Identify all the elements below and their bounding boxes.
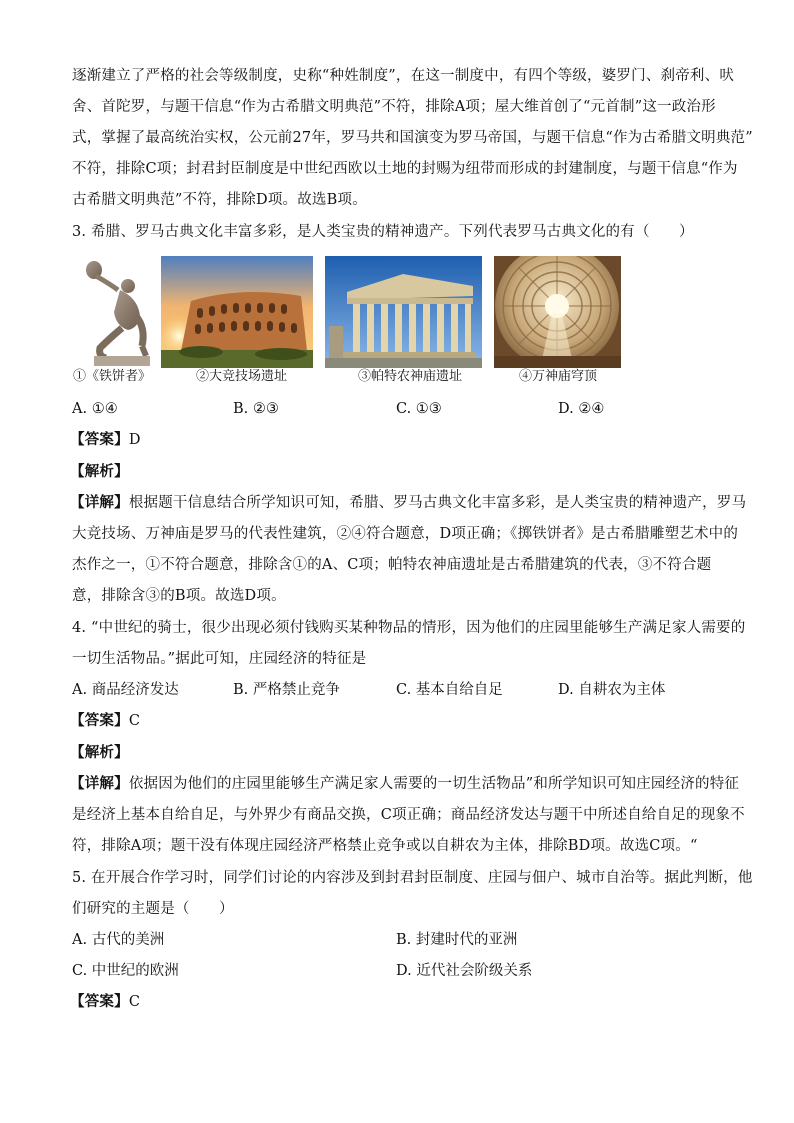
answer-tag: 【答案】 xyxy=(70,431,129,448)
question-5-stem: 们研究的主题是（ ） xyxy=(72,901,234,917)
figure-caption: ①《铁饼者》 xyxy=(73,369,152,384)
option-c: C. ①③ xyxy=(396,401,442,417)
option-c: C. 基本自给自足 xyxy=(396,682,503,698)
answer-value: C xyxy=(128,994,141,1010)
detail-line: 杰作之一，①不符合题意，排除含①的A、C项；帕特农神庙遗址是古希腊建筑的代表，③不符合题 xyxy=(72,557,712,573)
option-d: D. 近代社会阶级关系 xyxy=(396,963,533,979)
option-c: C. 中世纪的欧洲 xyxy=(72,963,179,979)
option-a: A. ①④ xyxy=(72,401,118,417)
answer-tag: 【答案】 xyxy=(70,993,129,1010)
figure-caption: ②大竞技场遗址 xyxy=(196,369,288,384)
answer-line xyxy=(70,430,722,450)
analysis-tag xyxy=(70,743,722,763)
option-d: D. ②④ xyxy=(558,401,605,417)
detail-line: 符，排除A项；题干没有体现庄园经济严格禁止竞争或以自耕农为主体，排除BD项。故选C项。“ xyxy=(72,838,698,854)
question-4-stem: 一切生活物品。”据此可知，庄园经济的特征是 xyxy=(72,651,367,667)
detail-text: 依据因为他们的庄园里能够生产满足家人需要的一切生活物品”和所学知识可知庄园经济的特征 xyxy=(128,776,740,792)
detail-line: 大竞技场、万神庙是罗马的代表性建筑，②④符合题意，D项正确；《掷铁饼者》是古希腊雕塑艺术中的 xyxy=(72,526,739,542)
discobolus-image xyxy=(80,256,158,368)
option-a: A. 古代的美洲 xyxy=(72,932,165,948)
option-b: B. ②③ xyxy=(233,401,279,417)
answer-line xyxy=(70,992,722,1012)
option-b: B. 封建时代的亚洲 xyxy=(396,932,518,948)
option-b: B. 严格禁止竞争 xyxy=(233,682,340,698)
detail-line: 是经济上基本自给自足，与外界少有商品交换，C项正确；商品经济发达与题干中所述自给自足的现象不 xyxy=(72,807,745,823)
detail-tag: 【详解】 xyxy=(70,494,129,511)
analysis-label: 【解析】 xyxy=(70,744,129,761)
analysis-tag xyxy=(70,462,722,482)
text-line: 舍、首陀罗，与题干信息“作为古希腊文明典范”不符，排除A项；屋大维首创了“元首制”这一政治形 xyxy=(72,99,716,115)
question-3-stem: 3. 希腊、罗马古典文化丰富多彩，是人类宝贵的精神遗产。下列代表罗马古典文化的有（ ） xyxy=(72,224,694,240)
text-line: 不符，排除C项；封君封臣制度是中世纪西欧以土地的封赐为纽带而形成的封建制度，与题干信息“作为 xyxy=(72,161,738,177)
detail-text: 根据题干信息结合所学知识可知，希腊、罗马古典文化丰富多彩，是人类宝贵的精神遗产，罗马 xyxy=(128,495,747,511)
option-d: D. 自耕农为主体 xyxy=(558,682,666,698)
figure-caption: ③帕特农神庙遗址 xyxy=(358,369,463,384)
answer-value: D xyxy=(128,432,141,448)
answer-tag: 【答案】 xyxy=(70,712,129,729)
answer-value: C xyxy=(128,713,141,729)
detail-line xyxy=(70,493,747,513)
question-4-stem: 4. “中世纪的骑士，很少出现必须付钱购买某种物品的情形，因为他们的庄园里能够生产满足家人需要的 xyxy=(72,620,746,636)
text-line: 逐渐建立了严格的社会等级制度，史称“种姓制度”，在这一制度中，有四个等级，婆罗门、刹帝利、吠 xyxy=(72,68,735,84)
text-line: 古希腊文明典范”不符，排除D项。故选B项。 xyxy=(72,192,367,208)
detail-tag: 【详解】 xyxy=(70,775,129,792)
detail-line: 意，排除含③的B项。故选D项。 xyxy=(72,588,286,604)
answer-line xyxy=(70,711,722,731)
figure-caption: ④万神庙穹顶 xyxy=(519,369,598,384)
pantheon-dome-image xyxy=(494,256,621,368)
parthenon-image xyxy=(325,256,482,368)
text-line: 式，掌握了最高统治实权，公元前27年，罗马共和国演变为罗马帝国，与题干信息“作为古希腊文明典范” xyxy=(72,130,753,146)
analysis-label: 【解析】 xyxy=(70,463,129,480)
option-a: A. 商品经济发达 xyxy=(72,682,179,698)
detail-line xyxy=(70,774,740,794)
question-5-stem: 5. 在开展合作学习时，同学们讨论的内容涉及到封君封臣制度、庄园与佃户、城市自治等。据此判断，他 xyxy=(72,870,753,886)
colosseum-image xyxy=(161,256,313,368)
